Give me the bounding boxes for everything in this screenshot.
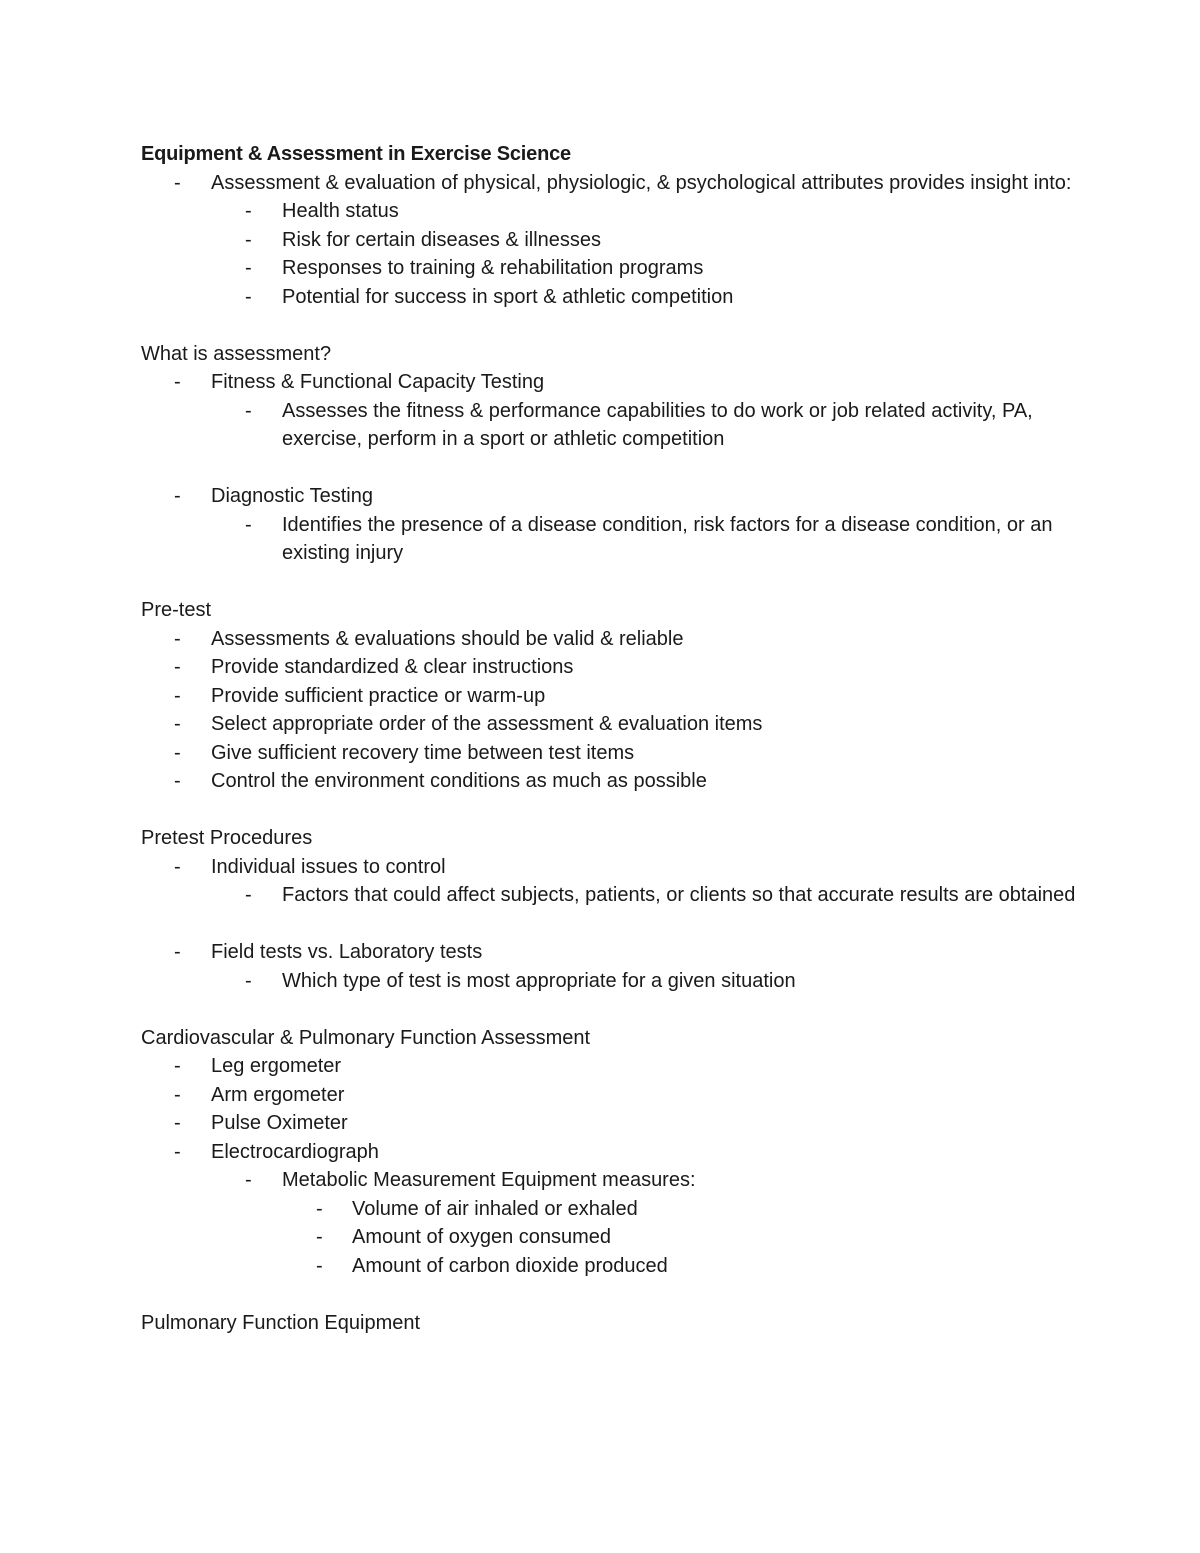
bullet-dash: - bbox=[245, 200, 252, 222]
bullet-dash: - bbox=[316, 1254, 323, 1277]
bullet-dash: - bbox=[174, 713, 181, 735]
bullet-dash: - bbox=[174, 627, 181, 650]
list-item: - Risk for certain diseases & illnesses bbox=[141, 226, 1081, 255]
list-item: - Amount of oxygen consumed bbox=[141, 1223, 1081, 1252]
bullet-dash: - bbox=[174, 855, 181, 878]
list-item: - Leg ergometer bbox=[141, 1052, 1081, 1081]
bullet-dash: - bbox=[174, 656, 181, 678]
list-item: - Assessments & evaluations should be valid & reliable bbox=[141, 625, 1081, 654]
list-item: - Select appropriate order of the assessment & evaluation items bbox=[141, 710, 1081, 739]
list-item: - Volume of air inhaled or exhaled bbox=[141, 1195, 1081, 1224]
list-item: - Identifies the presence of a disease condition, risk factors for a disease condition, or an existing injury bbox=[141, 511, 1081, 568]
list-item: - Amount of carbon dioxide produced bbox=[141, 1252, 1081, 1281]
section-heading-cardio: Cardiovascular & Pulmonary Function Assessment bbox=[141, 1026, 591, 1049]
bullet-dash: - bbox=[245, 513, 252, 536]
bullet-dash: - bbox=[174, 684, 181, 707]
bullet-dash: - bbox=[174, 770, 181, 792]
list-item: - Health status bbox=[141, 197, 1081, 226]
spacer bbox=[141, 568, 1081, 597]
list-item: - Assesses the fitness & performance capabilities to do work or job related activity, PA, exercise, perform in a sport or athletic competition bbox=[141, 397, 1081, 454]
bullet-dash: - bbox=[316, 1226, 323, 1248]
section-heading-what-is: What is assessment? bbox=[141, 342, 332, 365]
list-item: - Which type of test is most appropriate for a given situation bbox=[141, 967, 1081, 996]
spacer bbox=[141, 311, 1081, 340]
list-item: - Arm ergometer bbox=[141, 1081, 1081, 1110]
bullet-dash: - bbox=[174, 171, 181, 194]
section-heading-pretest: Pre-test bbox=[141, 599, 212, 621]
bullet-dash: - bbox=[245, 969, 252, 992]
list-item: - Electrocardiograph bbox=[141, 1138, 1081, 1167]
bullet-dash: - bbox=[245, 1169, 252, 1191]
list-item: - Provide standardized & clear instructions bbox=[141, 653, 1081, 682]
section-heading-pulmonary: Pulmonary Function Equipment bbox=[141, 1311, 421, 1334]
bullet-dash: - bbox=[174, 1112, 181, 1134]
list-item bbox=[141, 169, 1081, 198]
bullet-dash: - bbox=[245, 285, 252, 308]
list-item: - Field tests vs. Laboratory tests bbox=[141, 938, 1081, 967]
list-item: - Give sufficient recovery time between test items bbox=[141, 739, 1081, 768]
list-item: - Metabolic Measurement Equipment measures: bbox=[141, 1166, 1081, 1195]
list-item: - Diagnostic Testing bbox=[141, 482, 1081, 511]
list-item: - Fitness & Functional Capacity Testing bbox=[141, 368, 1081, 397]
bullet-dash: - bbox=[245, 884, 252, 906]
spacer bbox=[141, 910, 1081, 939]
document-title: Equipment & Assessment in Exercise Science bbox=[141, 143, 571, 165]
intro-lead: Assessment & evaluation of physical, physiologic, & psychological attributes provides insight into: bbox=[211, 171, 1072, 194]
bullet-dash: - bbox=[174, 1140, 181, 1163]
bullet-dash: - bbox=[174, 1055, 181, 1077]
document-body bbox=[141, 140, 1081, 1337]
list-item: - Control the environment conditions as much as possible bbox=[141, 767, 1081, 796]
list-item: - Factors that could affect subjects, patients, or clients so that accurate results are obtained bbox=[141, 881, 1081, 910]
bullet-dash: - bbox=[174, 485, 181, 507]
list-item: - Pulse Oximeter bbox=[141, 1109, 1081, 1138]
bullet-dash: - bbox=[245, 399, 252, 422]
spacer bbox=[141, 995, 1081, 1024]
bullet-dash: - bbox=[174, 371, 181, 393]
list-item: - Potential for success in sport & athletic competition bbox=[141, 283, 1081, 312]
list-item: - Individual issues to control bbox=[141, 853, 1081, 882]
bullet-dash: - bbox=[174, 941, 181, 963]
bullet-dash: - bbox=[174, 741, 181, 764]
bullet-dash: - bbox=[316, 1197, 323, 1220]
bullet-dash: - bbox=[245, 228, 252, 251]
spacer bbox=[141, 796, 1081, 825]
spacer bbox=[141, 454, 1081, 483]
bullet-dash: - bbox=[245, 257, 252, 279]
list-item: - Responses to training & rehabilitation programs bbox=[141, 254, 1081, 283]
spacer bbox=[141, 1280, 1081, 1309]
section-heading-procedures: Pretest Procedures bbox=[141, 827, 313, 849]
bullet-dash: - bbox=[174, 1083, 181, 1106]
list-item: - Provide sufficient practice or warm-up bbox=[141, 682, 1081, 711]
